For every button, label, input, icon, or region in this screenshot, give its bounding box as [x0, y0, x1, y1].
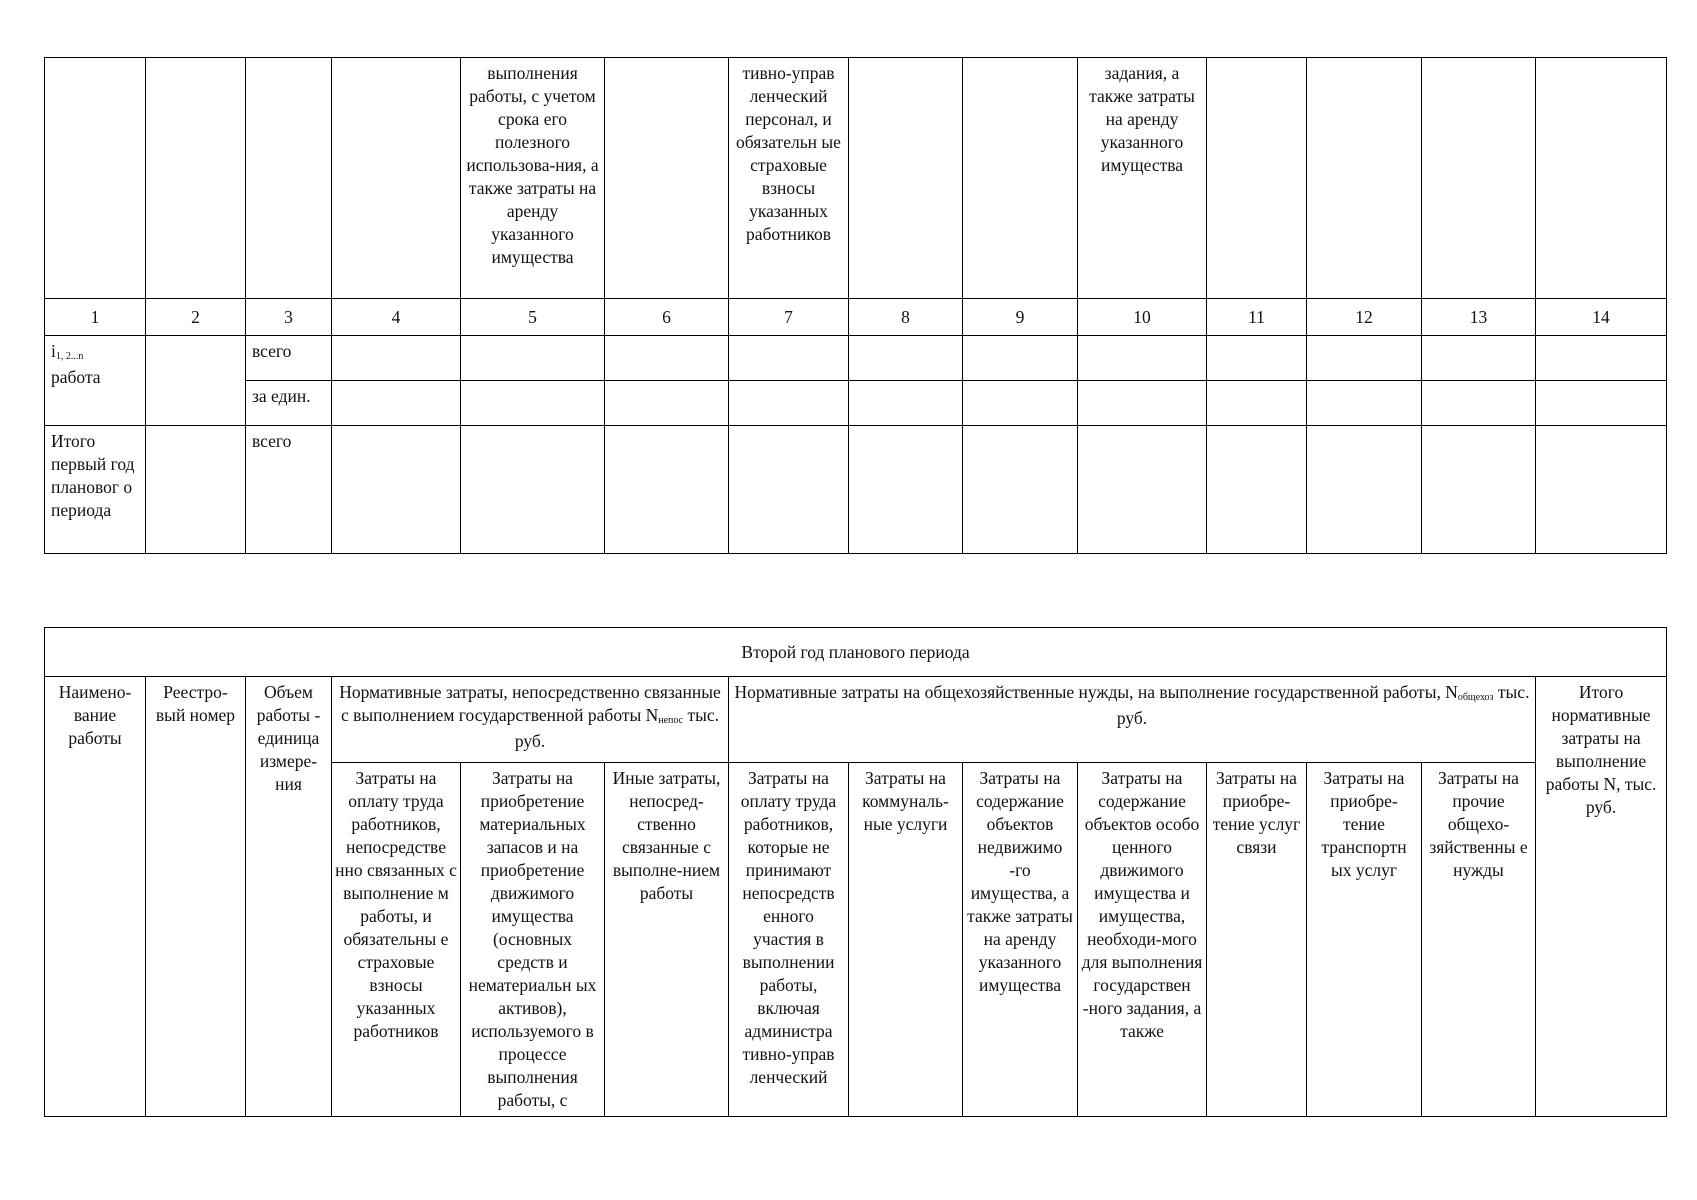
cell [963, 381, 1078, 426]
cell [605, 58, 729, 299]
cell [1536, 381, 1667, 426]
cell [146, 336, 246, 426]
cell [1078, 381, 1207, 426]
header-cont-col10: задания, а также затраты на аренду указанного имущества [1078, 58, 1207, 299]
cell [1307, 426, 1422, 554]
cell [605, 336, 729, 381]
cell [461, 426, 605, 554]
cell [146, 426, 246, 554]
column-number: 3 [246, 299, 332, 336]
header-cont-col5: выполнения работы, с учетом срока его полезного использова-ния, а также затраты на аренду указанного имущества [461, 58, 605, 299]
general-costs-sub: общехоз [1457, 692, 1494, 703]
cell [461, 381, 605, 426]
cost-table-first-year [44, 57, 1667, 554]
cell [605, 381, 729, 426]
header-direct-costs [332, 677, 729, 763]
column-number: 7 [729, 299, 849, 336]
subheader-direct-materials: Затраты на приобретение материальных запасов и на приобретение движимого имущества (основных средств и нематериальн ых активов), используемого в процессе выполнения работы, с [461, 763, 605, 1117]
work-row-total [45, 336, 1667, 381]
cell [1307, 336, 1422, 381]
cell [1422, 336, 1536, 381]
table-title: Второй год планового периода [45, 628, 1667, 677]
column-number: 5 [461, 299, 605, 336]
total-row [45, 426, 1667, 554]
column-number: 6 [605, 299, 729, 336]
cell [1078, 426, 1207, 554]
column-number: 12 [1307, 299, 1422, 336]
work-row-unit [45, 381, 1667, 426]
cell [332, 336, 461, 381]
cell [1078, 336, 1207, 381]
group-header-row [45, 677, 1667, 763]
work-total-label: всего [246, 336, 332, 381]
subheader-real-estate: Затраты на содержание объектов недвижимо -го имущества, а также затраты на аренду указанного имущества [963, 763, 1078, 1117]
column-number: 14 [1536, 299, 1667, 336]
cell [849, 381, 963, 426]
header-name: Наимено-вание работы [45, 677, 146, 1117]
cell [332, 381, 461, 426]
cell [963, 336, 1078, 381]
cell [332, 58, 461, 299]
cell [849, 336, 963, 381]
subheader-transport: Затраты на приобре-тение транспортн ых услуг [1307, 763, 1422, 1117]
cell [45, 58, 146, 299]
work-name-subscript: 1, 2...n [55, 351, 84, 362]
header-total: Итого нормативные затраты на выполнение работы N, тыс. руб. [1536, 677, 1667, 1117]
cell [1307, 58, 1422, 299]
subheader-communications: Затраты на приобре-тение услуг связи [1207, 763, 1307, 1117]
work-name-suffix: работа [51, 367, 101, 387]
total-label: всего [246, 426, 332, 554]
direct-costs-unit: тыс. руб. [514, 705, 720, 751]
work-name-cell [45, 336, 146, 426]
header-continuation-row [45, 58, 1667, 299]
subheader-general-labor: Затраты на оплату труда работников, которые не принимают непосредств енного участия в выполнении работы, включая администра тивно-управ ленческий [729, 763, 849, 1117]
cell [729, 381, 849, 426]
subheader-movable-property: Затраты на содержание объектов особо ценного движимого имущества и имущества, необходи-мого для выполнения государствен -ного задания, а также [1078, 763, 1207, 1117]
cell [1422, 426, 1536, 554]
column-number: 1 [45, 299, 146, 336]
subheader-direct-other: Иные затраты, непосред-ственно связанные с выполне-нием работы [605, 763, 729, 1117]
column-number: 11 [1207, 299, 1307, 336]
title-row [45, 628, 1667, 677]
cell [1536, 426, 1667, 554]
header-registry: Реестро-вый номер [146, 677, 246, 1117]
cell [1207, 58, 1307, 299]
cell [146, 58, 246, 299]
cell [1307, 381, 1422, 426]
column-number: 8 [849, 299, 963, 336]
cost-table-second-year [44, 627, 1667, 1117]
cell [849, 426, 963, 554]
cell [1422, 58, 1536, 299]
cell [963, 58, 1078, 299]
cell [1422, 381, 1536, 426]
cell [1536, 58, 1667, 299]
total-name-cell: Итого первый год плановог о периода [45, 426, 146, 554]
direct-costs-label: Нормативные затраты, непосредственно связанные с выполнением государственной работы N [339, 682, 721, 725]
cell [1207, 336, 1307, 381]
work-unit-label: за един. [246, 381, 332, 426]
cell [849, 58, 963, 299]
direct-costs-sub: непос [658, 715, 684, 726]
cell [729, 336, 849, 381]
general-costs-unit: тыс. руб. [1116, 682, 1530, 728]
work-name-prefix: i [51, 341, 56, 361]
subheader-direct-labor: Затраты на оплату труда работников, непосредстве нно связанных с выполнение м работы, и обязательны е страховые взносы указанных работников [332, 763, 461, 1117]
column-number-row [45, 299, 1667, 336]
subheader-other-general: Затраты на прочие общехо-зяйственны е нужды [1422, 763, 1536, 1117]
cell [332, 426, 461, 554]
subheader-utilities: Затраты на коммуналь-ные услуги [849, 763, 963, 1117]
column-number: 4 [332, 299, 461, 336]
cell [605, 426, 729, 554]
cell [1207, 426, 1307, 554]
cell [246, 58, 332, 299]
cell [1536, 336, 1667, 381]
header-cont-col7: тивно-управ ленческий персонал, и обязательн ые страховые взносы указанных работников [729, 58, 849, 299]
column-number: 2 [146, 299, 246, 336]
header-volume: Объем работы - единица измере-ния [246, 677, 332, 1117]
cell [461, 336, 605, 381]
column-number: 13 [1422, 299, 1536, 336]
column-number: 10 [1078, 299, 1207, 336]
header-general-costs [729, 677, 1536, 763]
column-number: 9 [963, 299, 1078, 336]
cell [963, 426, 1078, 554]
general-costs-label: Нормативные затраты на общехозяйственные нужды, на выполнение государственной работы, N [734, 682, 1458, 702]
cell [1207, 381, 1307, 426]
cell [729, 426, 849, 554]
